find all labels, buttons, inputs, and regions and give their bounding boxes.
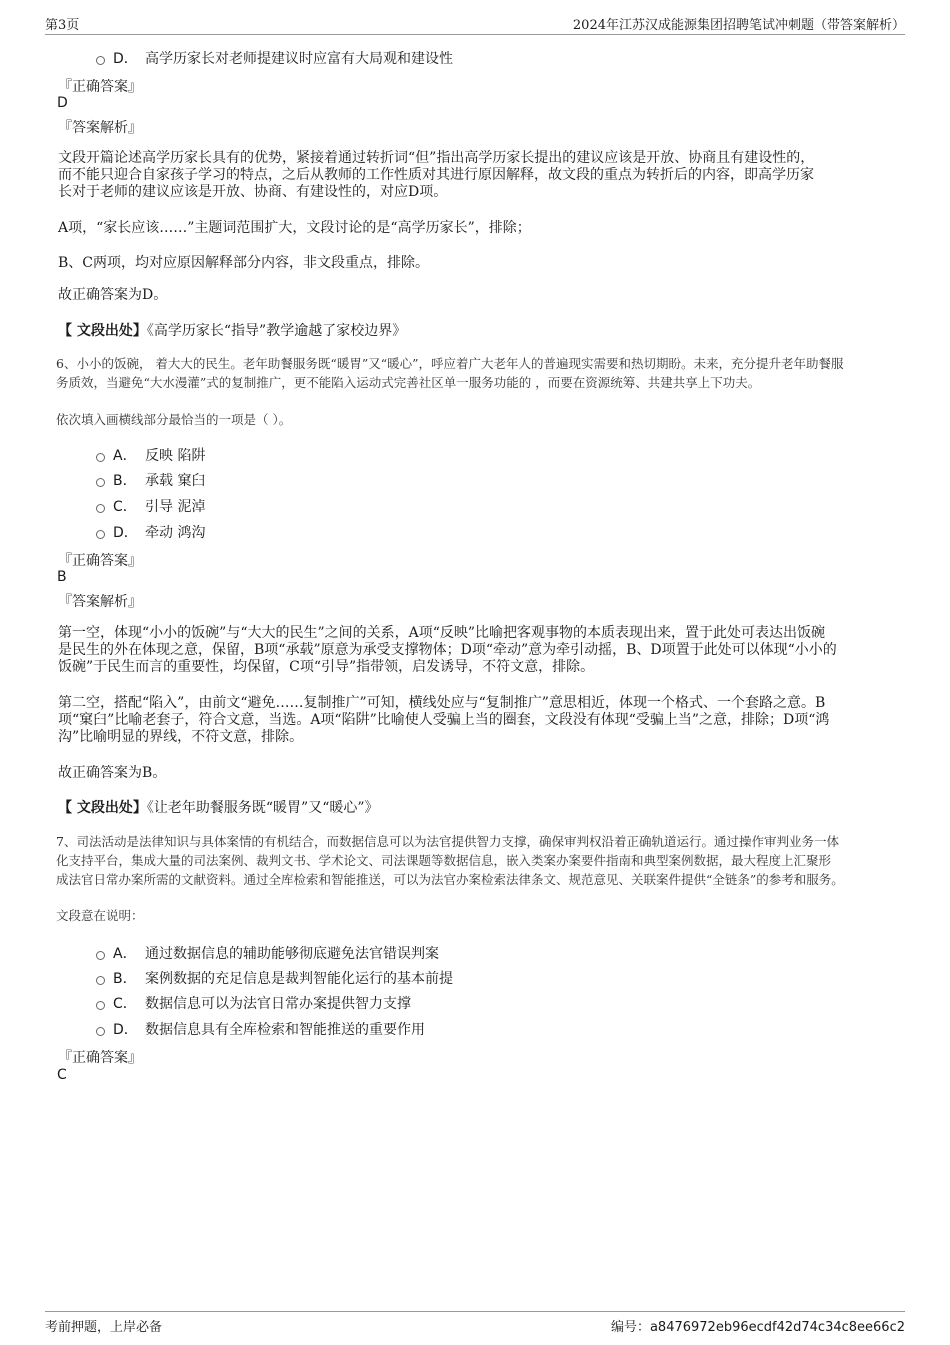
radio-icon[interactable] bbox=[96, 951, 105, 960]
q6-analysis-p2: 第二空，搭配“陷入”，由前文“避免……复制推广”可知，横线处应与“复制推广”意思相近，体现一个格式、一个套路之意。B 项“窠臼”比喻老套子，符合文意，当选。A项“陷阱”比喻使人受骗上当的圈套，文段没有体现“受骗上当”之意，排除；D项“鸿 沟”比喻明显的界线，不符文意，排除。 bbox=[58, 695, 830, 745]
radio-icon[interactable] bbox=[96, 478, 105, 487]
q6-source: 【 文段出处】《让老年助餐服务既“暖胃”又“暖心”》 bbox=[58, 800, 379, 816]
q7-option-c[interactable]: C． 数据信息可以为法官日常办案提供智力支撑 bbox=[96, 993, 411, 1013]
radio-icon[interactable] bbox=[96, 56, 105, 65]
q6-stem: 依次填入画横线部分最恰当的一项是（ ）。 bbox=[56, 412, 292, 427]
q7-option-a[interactable]: A． 通过数据信息的辅助能够彻底避免法官错误判案 bbox=[96, 943, 439, 963]
q5-answer-label: 『正确答案』 bbox=[58, 79, 142, 95]
radio-icon[interactable] bbox=[96, 976, 105, 985]
radio-icon[interactable] bbox=[96, 504, 105, 513]
radio-icon[interactable] bbox=[96, 1027, 105, 1036]
q6-analysis-p1: 第一空，体现“小小的饭碗”与“大大的民生”之间的关系，A项“反映”比喻把客观事物的本质表现出来，置于此处可表达出饭碗 是民生的外在体现之意，保留，B项“承载”原意为承受支撑物体；D项“牵动”意为牵引动摇，B、D项置于此处可以体现“小小的 饭碗”于民生而言的重要性，均保留，C项“引导”指带领，启发诱导，不符文意，排除。 bbox=[58, 625, 837, 675]
q6-option-c[interactable]: C． 引导 泥淖 bbox=[96, 496, 205, 516]
radio-icon[interactable] bbox=[96, 530, 105, 539]
q6-question-text: 6、小小的饭碗， 着大大的民生。老年助餐服务既“暖胃”又“暖心”，呼应着广大老年人的普遍现实需要和热切期盼。未来，充分提升老年助餐服 务质效，当避免“大水漫灌”式的复制推广，更不能陷入运动式完善社区单一服务功能的 ，而要在资源统筹、共建共享上下功夫。 bbox=[56, 356, 844, 390]
q5-source: 【 文段出处】《高学历家长“指导”教学逾越了家校边界》 bbox=[58, 323, 407, 339]
q7-answer: C bbox=[57, 1067, 67, 1083]
q5-analysis-label: 『答案解析』 bbox=[58, 120, 142, 136]
q7-question-text: 7、司法活动是法律知识与具体案情的有机结合，而数据信息可以为法官提供智力支撑，确保审判权沿着正确轨道运行。通过操作审判业务一体 化支持平台，集成大量的司法案例、裁判文书、学术论文、司法课题等数据信息，嵌入类案办案要件指南和典型案例数据，最大程度上汇聚形 成法官日常办案所需的文献资料。通过全库检索和智能推送，可以为法官办案检索法律条文、规范意见、关联案件提供“全链条”的参考和服务。 bbox=[56, 834, 844, 887]
q6-answer: B bbox=[57, 569, 67, 585]
page-header bbox=[45, 14, 905, 35]
q6-analysis-label: 『答案解析』 bbox=[58, 594, 142, 610]
q6-analysis-p3: 故正确答案为B。 bbox=[58, 765, 167, 781]
q5-analysis-p2: A项，“家长应该……”主题词范围扩大，文段讨论的是“高学历家长”，排除； bbox=[58, 220, 531, 236]
q7-answer-label: 『正确答案』 bbox=[58, 1050, 142, 1066]
q6-option-a[interactable]: A． 反映 陷阱 bbox=[96, 445, 205, 465]
q5-analysis-p3: B、C两项，均对应原因解释部分内容，非文段重点，排除。 bbox=[58, 255, 429, 271]
q7-option-d[interactable]: D． 数据信息具有全库检索和智能推送的重要作用 bbox=[96, 1019, 425, 1039]
radio-icon[interactable] bbox=[96, 453, 105, 462]
q5-analysis-p1: 文段开篇论述高学历家长具有的优势，紧接着通过转折词“但”指出高学历家长提出的建议应该是开放、协商且有建设性的， 而不能只迎合自家孩子学习的特点，之后从教师的工作性质对其进行原因解释，故文段的重点为转折后的内容，即高学历家 长对于老师的建议应该是开放、协商、有建设性的，对应D项。 bbox=[58, 150, 815, 200]
q5-option-d[interactable]: D． 高学历家长对老师提建议时应富有大局观和建设性 bbox=[96, 48, 453, 68]
footer-slogan: 考前押题，上岸必备 bbox=[45, 1320, 163, 1335]
radio-icon[interactable] bbox=[96, 1001, 105, 1010]
q7-option-b[interactable]: B． 案例数据的充足信息是裁判智能化运行的基本前提 bbox=[96, 968, 453, 988]
q7-stem: 文段意在说明： bbox=[56, 908, 144, 923]
q6-answer-label: 『正确答案』 bbox=[58, 553, 142, 569]
q5-answer: D bbox=[57, 95, 68, 111]
q6-option-b[interactable]: B． 承载 窠臼 bbox=[96, 470, 205, 490]
q5-analysis-p4: 故正确答案为D。 bbox=[58, 287, 168, 303]
document-serial: 编号：a8476972eb96ecdf42d74c34c8ee66c2 bbox=[610, 1320, 905, 1335]
page-number: 第3页 bbox=[45, 18, 80, 33]
document-title: 2024年江苏汉成能源集团招聘笔试冲刺题（带答案解析） bbox=[572, 18, 905, 33]
page-footer bbox=[45, 1311, 905, 1334]
q6-option-d[interactable]: D． 牵动 鸿沟 bbox=[96, 522, 205, 542]
